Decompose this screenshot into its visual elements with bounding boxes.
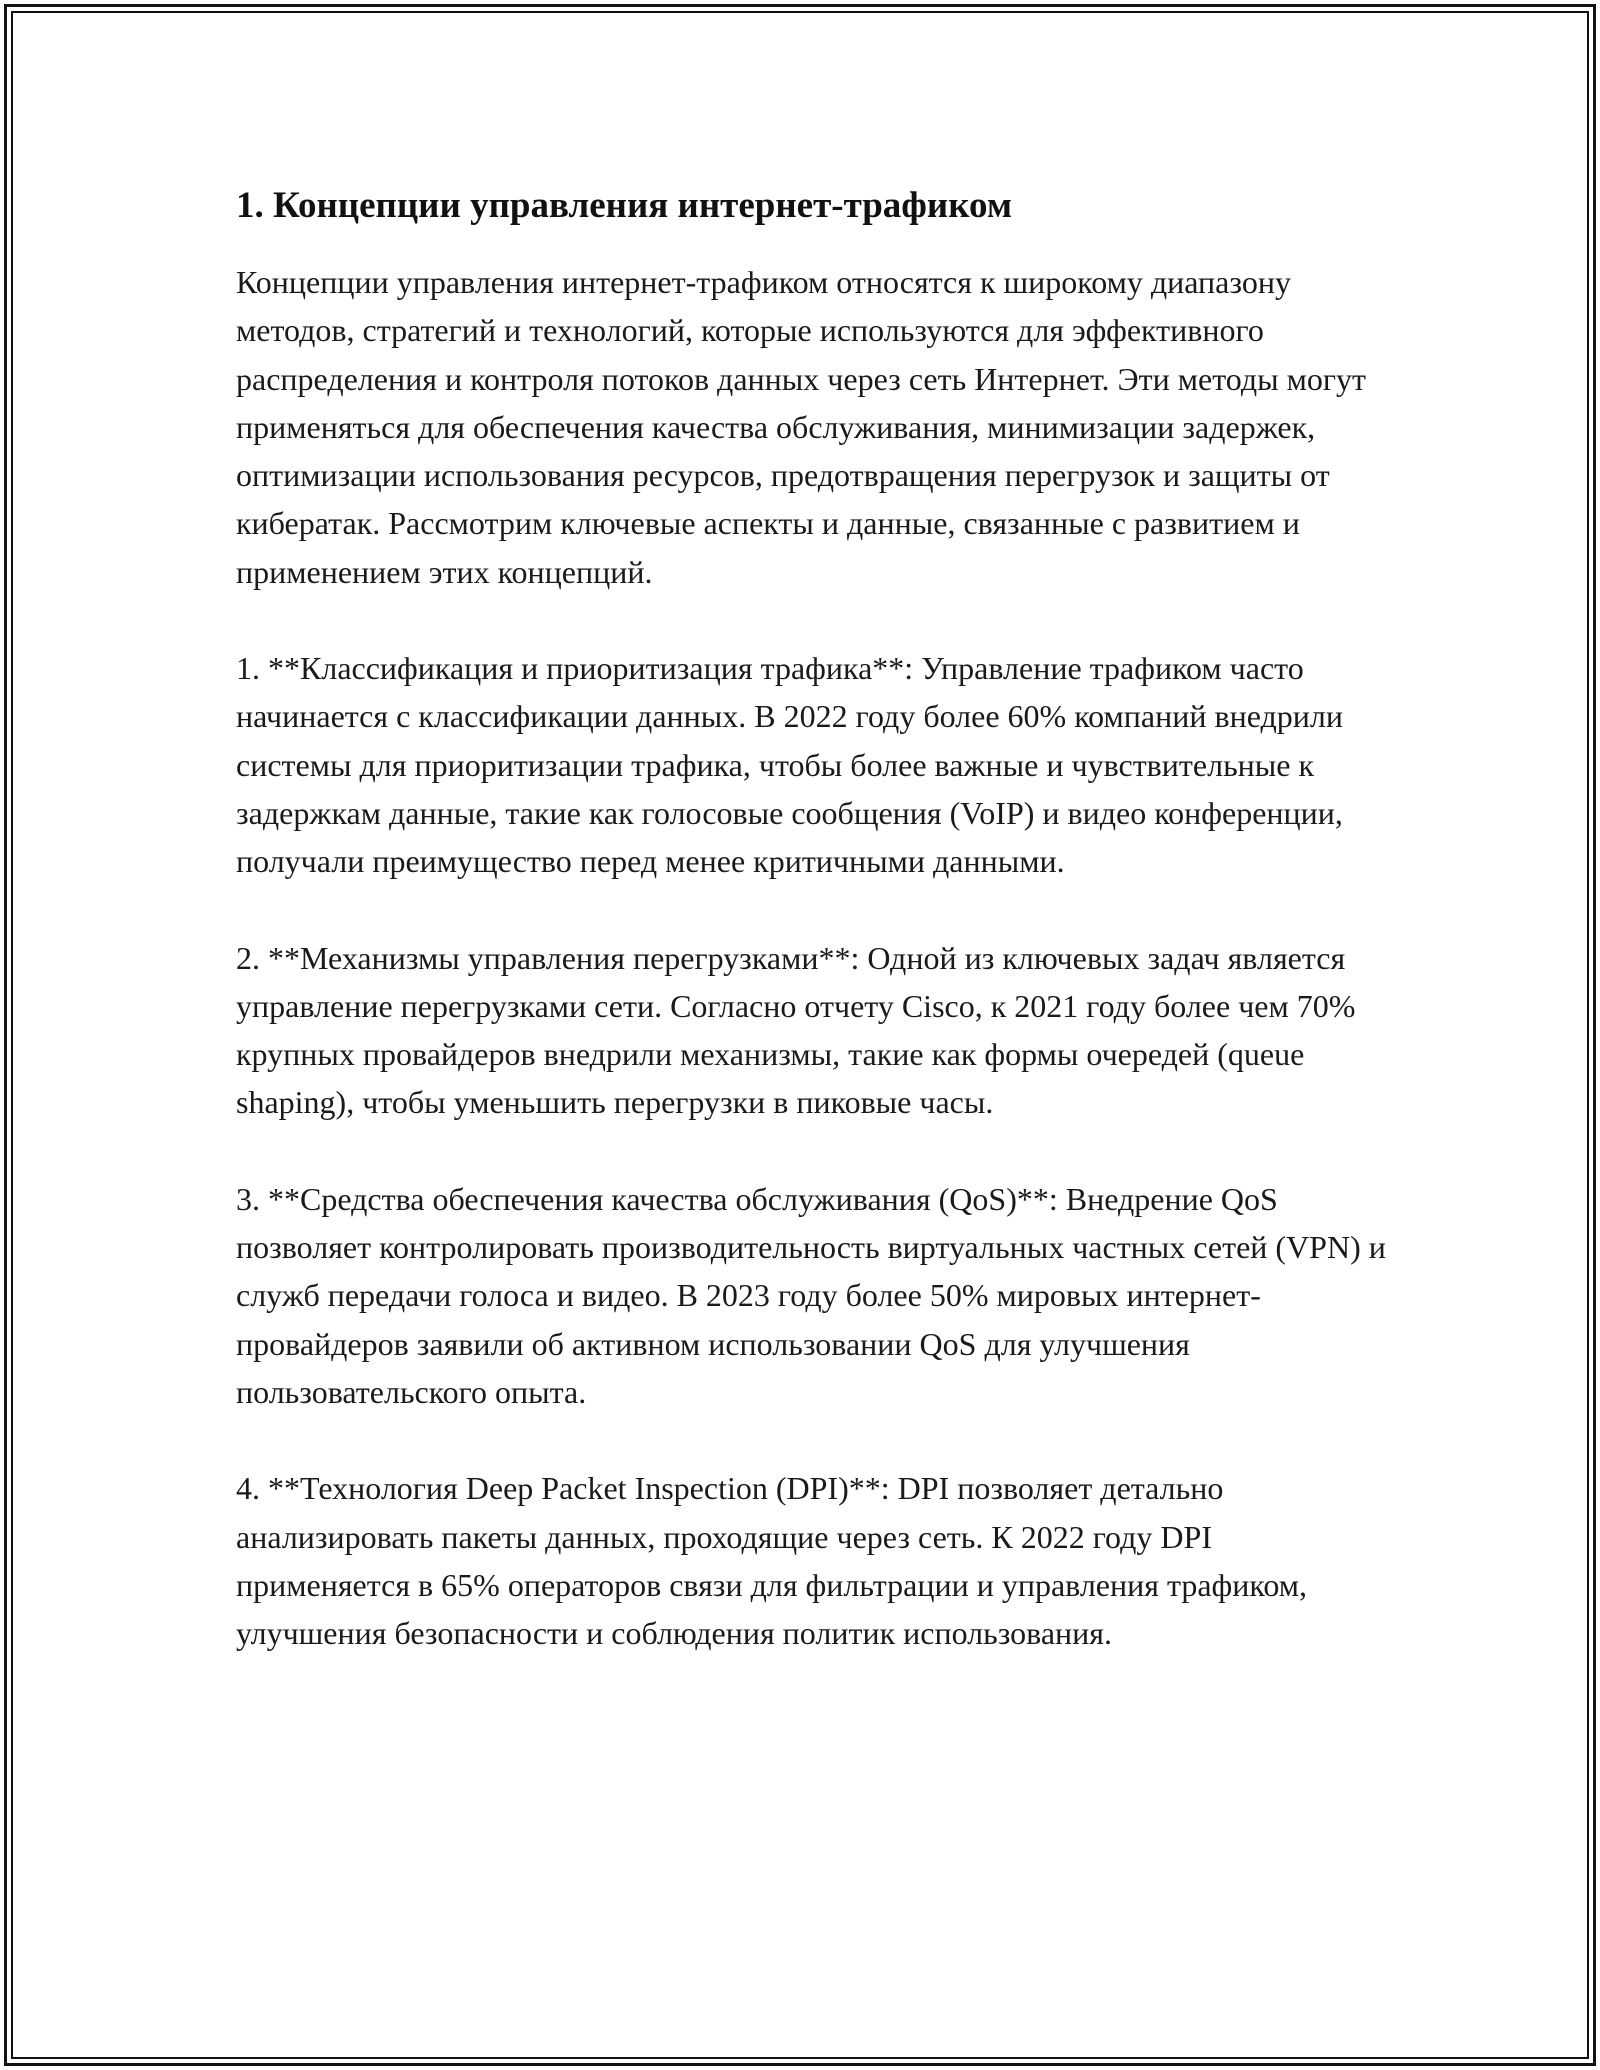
paragraph-congestion-control: 2. **Механизмы управления перегрузками**: Одной из ключевых задач является управление перегрузками сети. Согласно отчету Cisco, к 2021 году более чем 70% крупных провайдеров внедрили механизмы, такие как формы очередей (queue shaping), чтобы уменьшить перегрузки в пиковые часы.	[236, 939, 1356, 1121]
document-body	[236, 182, 1386, 1657]
paragraph-traffic-classification: 1. **Классификация и приоритизация трафика**: Управление трафиком часто начинается с классификации данных. В 2022 году более 60% компаний внедрили системы для приоритизации трафика, чтобы более важные и чувствительные к задержкам данные, такие как голосовые сообщения (VoIP) и видео конференции, получали преимущество перед менее критичными данными.	[236, 650, 1343, 880]
paragraph-qos: 3. **Средства обеспечения качества обслуживания (QoS)**: Внедрение QoS позволяет контролировать производительность виртуальных частных сетей (VPN) и служб передачи голоса и видео. В 2023 году более 50% мировых интернет-провайдеров заявили об активном использовании QoS для улучшения пользовательского опыта.	[236, 1180, 1386, 1410]
section-heading: 1. Концепции управления интернет-трафиком	[236, 185, 1013, 226]
paragraph-dpi: 4. **Технология Deep Packet Inspection (DPI)**: DPI позволяет детально анализировать пакеты данных, проходящие через сеть. К 2022 году DPI применяется в 65% операторов связи для фильтрации и управления трафиком, улучшения безопасности и соблюдения политик использования.	[236, 1470, 1307, 1652]
intro-paragraph: Концепции управления интернет-трафиком относятся к широкому диапазону методов, стратегий и технологий, которые используются для эффективного распределения и контроля потоков данных через сеть Интернет. Эти методы могут применяться для обеспечения качества обслуживания, минимизации задержек, оптимизации использования ресурсов, предотвращения перегрузок и защиты от кибератак. Рассмотрим ключевые аспекты и данные, связанные с развитием и применением этих концепций.	[236, 264, 1366, 590]
